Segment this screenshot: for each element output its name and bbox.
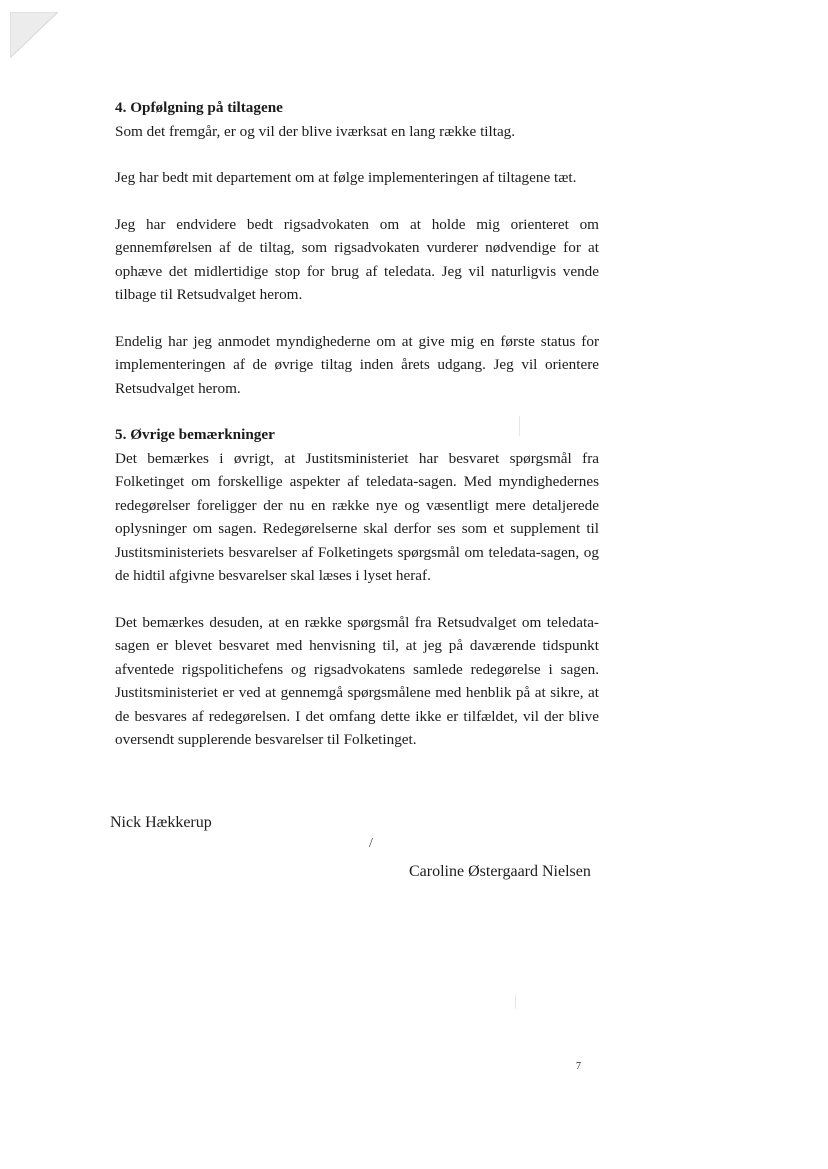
section-4-paragraph: Som det fremgår, er og vil der blive iværksat en lang række tiltag. — [115, 122, 516, 140]
official-signature-name: Caroline Østergaard Nielsen — [409, 863, 591, 880]
folded-corner-mark — [10, 12, 58, 58]
section-5-paragraph: Det bemærkes desuden, at en række spørgsmål fra Retsudvalget om teledata-sagen er blevet besvaret med henvisning til, at jeg på daværende tidspunkt afventede rigspolitichefens og rigsadvokatens samlede redegørelse i sagen. Justitsministeriet er ved at gennemgå spørgsmålene med henblik på at sikre, at de besvares af redegørelsen. I det omfang dette ikke er tilfældet, vil der blive oversendt supplerende besvarelser til Folketinget. — [115, 613, 599, 748]
section-5 — [115, 423, 599, 752]
section-4-paragraph: Jeg har endvidere bedt rigsadvokaten om at holde mig orienteret om gennemførelsen af de tiltag, som rigsadvokaten vurderer nødvendige for at ophæve det midlertidige stop for brug af teledata. Jeg vil naturligvis vende tilbage til Retsudvalget herom. — [115, 215, 599, 303]
section-4-paragraph: Jeg har bedt mit departement om at følge implementeringen af tiltagene tæt. — [115, 169, 577, 186]
section-5-paragraph: Det bemærkes i øvrigt, at Justitsministeriet har besvaret spørgsmål fra Folketinget om forskellige aspekter af teledata-sagen. Med myndighedernes redegørelser foreligger der nu en række nye og væsentligt mere detaljerede oplysninger om sagen. Redegørelserne skal derfor ses som et supplement til Justitsministeriets besvarelser af Folketingets spørgsmål om teledata-sagen, og de hidtil afgivne besvarelser skal læses i lyset heraf. — [115, 449, 599, 584]
signature-separator: / — [369, 836, 373, 851]
section-4 — [115, 96, 599, 400]
section-4-heading: 4. Opfølgning på tiltagene — [115, 99, 283, 116]
section-4-paragraph: Endelig har jeg anmodet myndighederne om at give mig en første status for implementeringen af de øvrige tiltag inden årets udgang. Jeg vil orientere Retsudvalget herom. — [115, 332, 599, 397]
letter-body — [115, 96, 599, 775]
minister-signature-name: Nick Hækkerup — [110, 814, 212, 831]
section-5-heading: 5. Øvrige bemærkninger — [115, 426, 275, 443]
page-number: 7 — [576, 1061, 581, 1072]
scan-artifact — [515, 995, 516, 1009]
